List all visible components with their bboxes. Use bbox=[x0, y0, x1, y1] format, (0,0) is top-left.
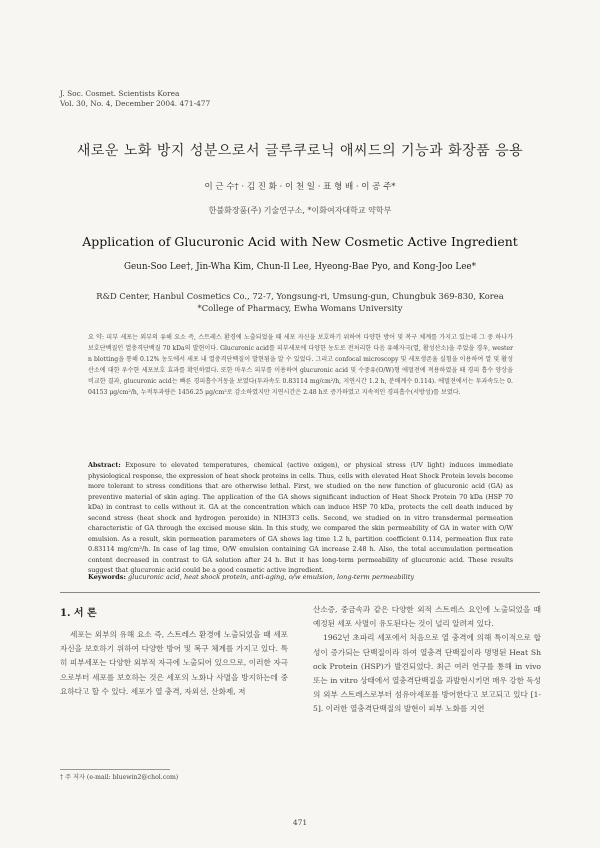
body-left-column bbox=[60, 628, 288, 699]
abstract-text: Exposure to elevated temperatures, chemical (active oxigen), or physical stress (UV light) induces immediate physiological response, the expression of heat shock proteins in cells. Thus, cells with elevated Heat Shock Protein levels become more tolerant to stress conditions that are otherwise lethal. First, we studied on the new function of glucuronic acid (GA) as preventive material of skin aging. The application of the GA shows significant induction of Heat Shock Protein 70 kDa (HSP 70 kDa) in contrast to cells without it. GA at the concentration which can induce HSP 70 kDa, protects the cell death induced by second stress (heat shock and hydrogen peroxide) in NIH3T3 cells. Second, we studied on in vitro transdermal permeation characteristic of GA through the excised mouse skin. In this study, we compared the skin permeability of GA in water with O/W emulsion. As a result, skin permeation parameters of GA shows lag time 1.2 h, partition coefficient 0.114, permeation flux rate 0.83114 mg/cm²/h. In case of lag time, O/W emulsion containing GA increase 2.48 h. Also, the total accumulation permeation content decreased in contrast to GA solution after 24 h. But it has long-term permeability of glucuronic acid. These results suggest that glucuronic acid could be a good cosmetic active ingredient. bbox=[88, 461, 513, 574]
title-korean: 새로운 노화 방지 성분으로서 글루쿠로닉 애씨드의 기능과 화장품 응용 bbox=[76, 143, 524, 159]
journal-name: J. Soc. Cosmet. Scientists Korea bbox=[60, 89, 180, 98]
intro-paragraph-2: 1962년 초파리 세포에서 처음으로 열 충격에 의해 특이적으로 합성이 증가되는 단백질이라 하여 열충격 단백질이라 명명된 Heat Shock Protein (HSP)가 발견되었다. 최근 여러 연구를 통해 in vivo 또는 in vitro 상태에서 열충격단백질을 과발현시키면 매우 강한 독성의 외부 스트레스로부터 섬유아세포를 방어한다고 보고되고 있다 [1-5]. 이러한 열충격단백질의 발현이 피부 노화를 지연 bbox=[313, 633, 541, 714]
keywords-label: Keywords: bbox=[88, 573, 126, 581]
journal-header bbox=[60, 89, 210, 109]
title-english: Application of Glucuronic Acid with New Cosmetic Active Ingredient bbox=[82, 234, 518, 249]
affiliation-english-line1: R&D Center, Hanbul Cosmetics Co., 72-7, Yongsung-ri, Umsung-gun, Chungbuk 369-830, Korea bbox=[96, 291, 504, 301]
body-right-column bbox=[313, 603, 541, 717]
authors-korean: 이 근 수† · 김 진 화 · 이 천 일 · 표 형 배 · 이 공 주* bbox=[204, 182, 396, 192]
section-heading: 1. 서 론 bbox=[60, 608, 97, 619]
intro-paragraph-1: 세포는 외부의 유해 요소 즉, 스트레스 환경에 노출되었을 때 세포 자신을 보호하기 위하여 다양한 방어 및 복구 체계를 가지고 있다. 특히 피부세포는 다양한 외부적 자극에 노출되어 있으므로, 이러한 자극으로부터 세포를 보호하는 것은 세포의 노화나 사멸을 방지하는데 중요하다고 할 수 있다. 세포가 열 충격, 자외선, 산화제, 저 bbox=[60, 630, 288, 696]
keywords-text: glucuronic acid, heat shock protein, anti-aging, o/w emulsion, long-term permeability bbox=[128, 573, 415, 581]
affiliation-korean: 한불화장품(주) 기술연구소, *이화여자대학교 약학부 bbox=[208, 206, 392, 215]
intro-paragraph-continued: 산소증, 중금속과 같은 다양한 외적 스트레스 요인에 노출되었을 때 예정된 세포 사멸이 유도된다는 것이 널리 알려져 있다. bbox=[313, 605, 541, 629]
footnote: † 주 저자 (e-mail: bluewin2@chol.com) bbox=[60, 774, 179, 781]
affiliation-english-line2: *College of Pharmacy, Ewha Womans University bbox=[197, 303, 403, 313]
abstract-label: Abstract: bbox=[88, 461, 121, 469]
footnote-divider bbox=[60, 769, 170, 770]
keywords bbox=[88, 573, 513, 581]
abstract-korean: 요 약: 피부 세포는 외부의 유해 요소 즉, 스트레스 환경에 노출되었을 때 세포 자신을 보호하기 위하여 다양한 방어 및 복구 체계를 가지고 있는데 그 중 하나가 보호단백질인 열충격단백질 70 kDa의 발현이다. Glucuronic acid를 피부세포에 다양한 농도로 전처리한 다음 유해자극(열, 활성산소)을 주었을 경우, western blotting을 통해 0.12% 농도에서 세포 내 열충격단백질이 발현됨을 알 수 있었다. 그리고 confocal microscopy 및 세포생존율 실험을 이용하여 열 및 활성 산소에 대한 우수한 세포보호 효과를 확인하였다. 또한 마우스 피부를 이용하여 glucuronic acid 및 수중유(O/W)형 에멀전에 적용하였을 때 경피 흡수 양상을 비교한 결과, glucuronic acid는 빠른 경피흡수거동을 보였다(투과속도 0.83114 mg/cm²/h, 지연시간 1.2 h, 분배계수 0.114). 에멀젼에서는 투과속도는 0.04153 μg/cm²/h, 누적투과량은 1456.25 μg/cm²로 감소하였지만 지연시간은 2.48 h로 증가하였고 지속적인 경피흡수(서방성)를 보였다. bbox=[88, 334, 513, 396]
abstract-english bbox=[88, 460, 513, 576]
journal-volume: Vol. 30, No. 4, December 2004. 471-477 bbox=[60, 99, 211, 108]
affiliation-english bbox=[0, 290, 600, 314]
section-divider bbox=[60, 592, 540, 593]
page-number: 471 bbox=[292, 818, 308, 827]
authors-english: Geun-Soo Lee†, Jin-Wha Kim, Chun-Il Lee, Hyeong-Bae Pyo, and Kong-Joo Lee* bbox=[123, 262, 477, 272]
